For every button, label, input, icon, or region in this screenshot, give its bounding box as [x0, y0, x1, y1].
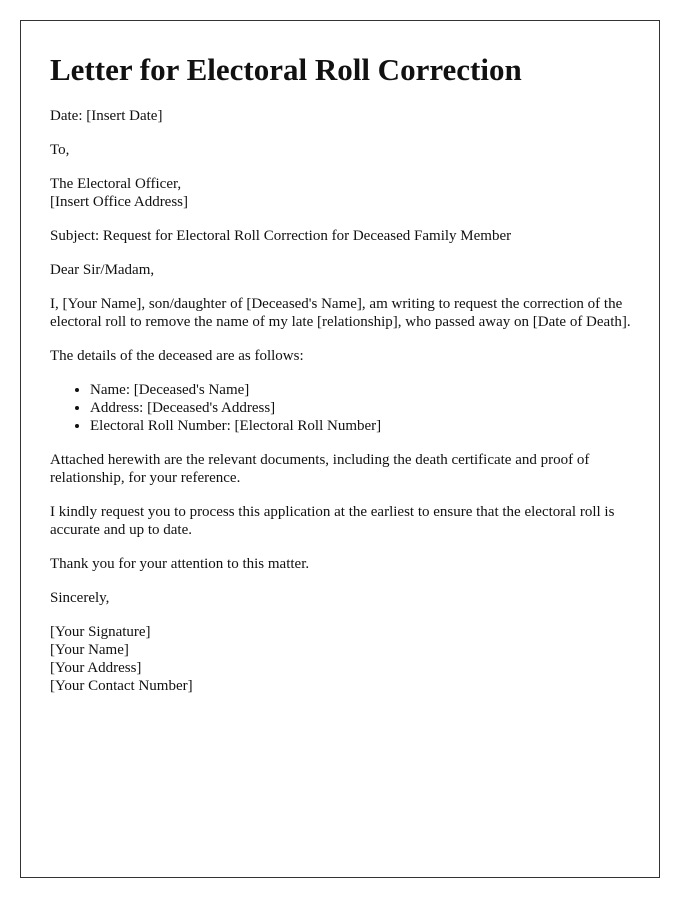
subject-line: Subject: Request for Electoral Roll Correction for Deceased Family Member: [50, 228, 512, 244]
body-intro-paragraph: I, [Your Name], son/daughter of [Deceased's Name], am writing to request the correction of the electoral roll to remove the name of my late [relationship], who passed away on [Date of Death].: [50, 296, 631, 330]
request-paragraph: I kindly request you to process this application at the earliest to ensure that the electoral roll is accurate and up to date.: [50, 504, 615, 538]
signature-block: [50, 623, 635, 695]
letter-title: Letter for Electoral Roll Correction: [50, 52, 522, 87]
list-item: • Electoral Roll Number: [Electoral Roll Number]: [90, 417, 635, 435]
details-intro: The details of the deceased are as follows:: [50, 348, 304, 364]
signature-line: [Your Contact Number]: [50, 678, 193, 694]
to-line: To,: [50, 142, 70, 158]
recipient-block: [50, 175, 635, 211]
letter-content: [50, 51, 635, 711]
attachments-paragraph: Attached herewith are the relevant documents, including the death certificate and proof of relationship, for your reference.: [50, 452, 590, 486]
salutation: Dear Sir/Madam,: [50, 262, 155, 278]
closing: Sincerely,: [50, 590, 110, 606]
letter-page: [20, 20, 660, 878]
list-item: • Address: [Deceased's Address]: [90, 399, 635, 417]
details-list: [50, 381, 635, 435]
signature-line: [Your Address]: [50, 660, 142, 676]
signature-line: [Your Name]: [50, 642, 129, 658]
recipient-line: [Insert Office Address]: [50, 194, 189, 210]
date-line: Date: [Insert Date]: [50, 108, 163, 124]
recipient-line: The Electoral Officer,: [50, 176, 182, 192]
list-item: • Name: [Deceased's Name]: [90, 381, 635, 399]
signature-line: [Your Signature]: [50, 624, 151, 640]
thanks-paragraph: Thank you for your attention to this matter.: [50, 556, 310, 572]
